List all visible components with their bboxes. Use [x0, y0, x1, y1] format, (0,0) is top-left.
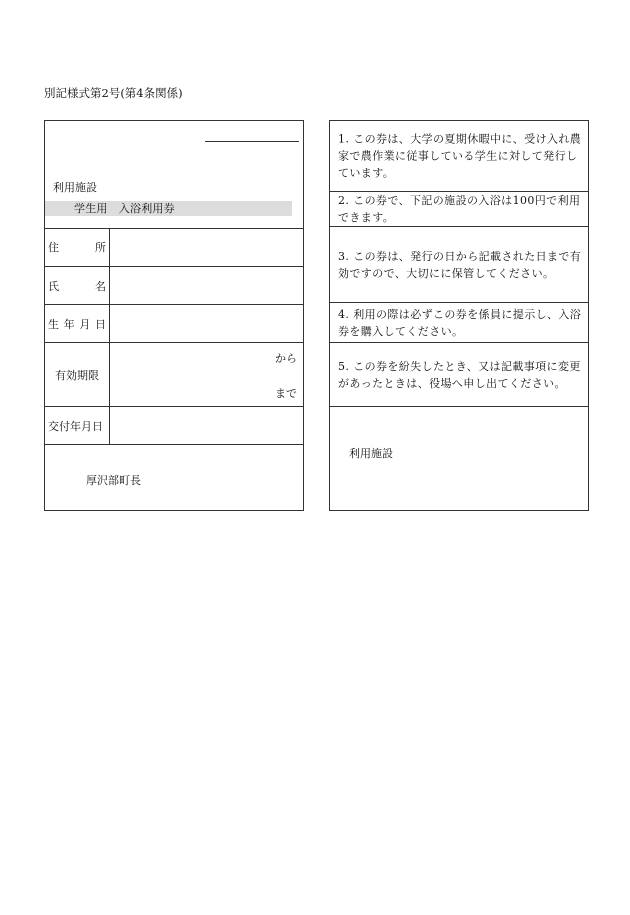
validity-row [45, 343, 303, 407]
name-label-char: 氏 [48, 279, 59, 293]
note-item [330, 303, 588, 343]
validity-label-cell [45, 343, 110, 406]
ticket-header [45, 121, 303, 229]
address-row [45, 228, 303, 267]
ticket-title-bar [45, 201, 292, 216]
note-text: 1. この券は、大学の夏期休暇中に、受け入れ農家で農作業に従事している学生に対して発行しています。 [338, 132, 582, 180]
birthdate-label-char: 日 [94, 317, 106, 331]
facility-label: 利用施設 [53, 181, 97, 194]
signature-line [205, 141, 299, 142]
birthdate-row [45, 305, 303, 343]
address-label-char: 住 [48, 241, 59, 254]
address-label-cell [45, 228, 110, 266]
name-row [45, 267, 303, 305]
issuer-name: 厚沢部町長 [86, 474, 141, 487]
valid-to-text: まで [275, 387, 297, 400]
birthdate-label-char: 月 [79, 317, 91, 331]
note-text: 3. この券は、発行の日から記載された日まで有効ですので、大切にに保管してください。 [338, 249, 582, 280]
note-text: 4. 利用の際は必ずこの券を係員に提示し、入浴券を購入してください。 [338, 307, 582, 338]
ticket-front [44, 120, 304, 511]
form-heading: 別記様式第2号(第4条関係) [44, 86, 183, 100]
note-item [330, 121, 588, 192]
issue-date-label-cell [45, 407, 110, 444]
birthdate-label [48, 316, 106, 332]
note-item [330, 343, 588, 407]
birthdate-label-char: 年 [63, 317, 75, 331]
birthdate-label-char: 生 [48, 317, 59, 331]
validity-label: 有効期限 [55, 368, 99, 382]
back-facility-label: 利用施設 [349, 447, 393, 460]
note-item [330, 227, 588, 303]
birthdate-label-cell [45, 305, 110, 342]
name-label-cell [45, 267, 110, 304]
name-label [48, 278, 106, 294]
note-text: 2. この券で、下記の施設の入浴は100円で利用できます。 [338, 194, 581, 224]
ticket-back [329, 120, 589, 511]
address-label-char: 所 [95, 241, 106, 254]
note-item [330, 192, 588, 227]
ticket-title: 学生用 入浴利用券 [74, 202, 175, 215]
issue-date-label: 交付年月日 [48, 419, 103, 433]
issue-date-row [45, 407, 303, 445]
note-text: 5. この券を紛失したとき、又は記載事項に変更があったときは、役場へ申し出てください。 [338, 359, 581, 390]
name-label-char: 名 [95, 279, 106, 293]
address-label [48, 239, 106, 255]
valid-from-text: から [275, 352, 297, 365]
